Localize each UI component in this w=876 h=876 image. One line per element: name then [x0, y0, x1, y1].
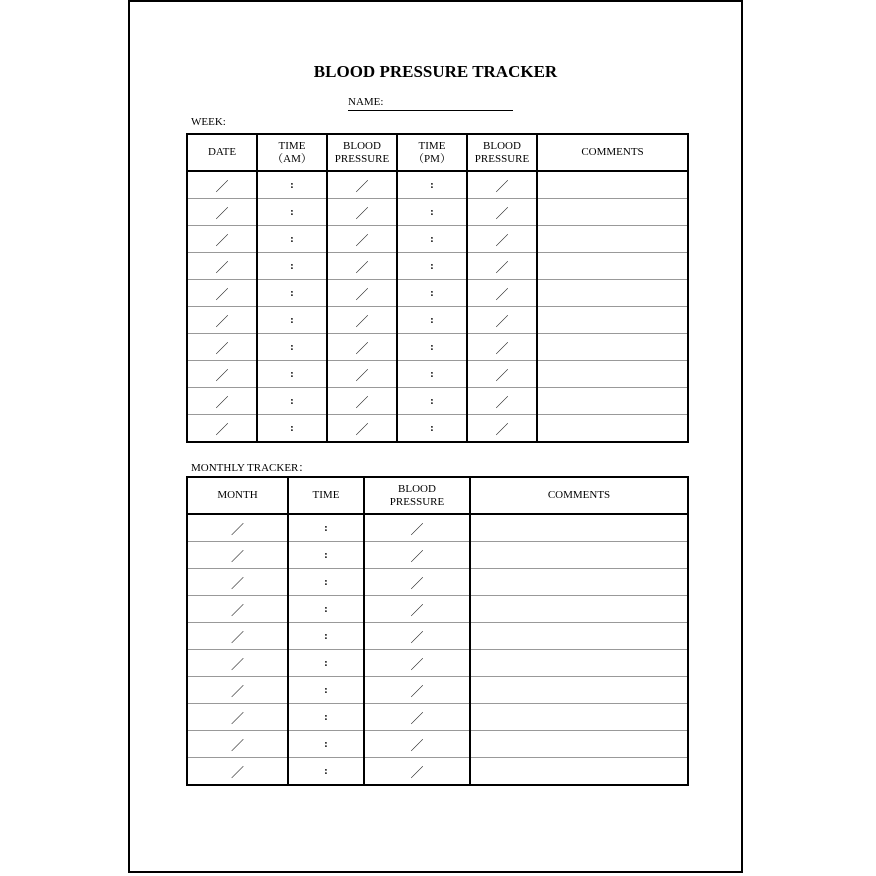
weekly-cell[interactable]: ／	[187, 253, 257, 280]
monthly-header-3	[470, 477, 688, 514]
weekly-cell[interactable]: :	[397, 307, 467, 334]
weekly-cell[interactable]: ／	[327, 361, 397, 388]
monthly-cell[interactable]: :	[288, 704, 364, 731]
table-row	[187, 280, 688, 307]
weekly-cell[interactable]: ／	[215, 421, 229, 437]
monthly-header-text: TIME	[312, 489, 340, 501]
table-row	[187, 199, 688, 226]
monthly-cell[interactable]: ／	[364, 650, 470, 677]
weekly-cell[interactable]: :	[397, 280, 467, 307]
monthly-cell[interactable]: ／	[187, 542, 288, 569]
table-row	[187, 334, 688, 361]
monthly-cell[interactable]: ／	[187, 650, 288, 677]
monthly-cell[interactable]	[470, 542, 688, 569]
monthly-cell[interactable]: :	[288, 731, 364, 758]
monthly-cell[interactable]: :	[288, 650, 364, 677]
monthly-cell[interactable]: :	[288, 677, 364, 704]
monthly-header-text: BLOOD	[398, 482, 436, 495]
weekly-cell[interactable]: :	[397, 253, 467, 280]
table-row	[187, 226, 688, 253]
weekly-cell[interactable]: ／	[467, 199, 537, 226]
monthly-cell[interactable]: :	[288, 623, 364, 650]
weekly-header-1	[257, 134, 327, 171]
weekly-cell[interactable]: ／	[327, 253, 397, 280]
weekly-cell[interactable]: ／	[187, 334, 257, 361]
monthly-cell[interactable]	[470, 758, 688, 786]
monthly-header-text: PRESSURE	[389, 495, 445, 508]
table-row	[187, 361, 688, 388]
monthly-cell[interactable]: ／	[364, 623, 470, 650]
monthly-cell[interactable]: ／	[230, 764, 244, 780]
weekly-cell[interactable]: ／	[187, 361, 257, 388]
monthly-cell[interactable]: ／	[364, 569, 470, 596]
weekly-cell[interactable]: :	[257, 280, 327, 307]
table-row	[187, 307, 688, 334]
monthly-cell[interactable]	[470, 650, 688, 677]
table-row	[187, 704, 688, 731]
weekly-cell[interactable]	[537, 171, 688, 199]
table-row	[187, 542, 688, 569]
weekly-cell[interactable]	[537, 307, 688, 334]
monthly-cell[interactable]: ／	[187, 677, 288, 704]
weekly-cell[interactable]: :	[397, 415, 467, 443]
weekly-cell[interactable]: ／	[327, 171, 397, 199]
monthly-cell[interactable]	[470, 569, 688, 596]
monthly-cell[interactable]: ／	[187, 514, 288, 542]
weekly-cell[interactable]: ／	[467, 253, 537, 280]
weekly-header-text: BLOOD	[343, 139, 381, 152]
monthly-cell[interactable]	[470, 704, 688, 731]
monthly-table	[186, 476, 689, 786]
tracker-page	[128, 0, 743, 873]
weekly-cell[interactable]	[537, 361, 688, 388]
table-row	[187, 677, 688, 704]
table-row	[187, 650, 688, 677]
weekly-cell[interactable]: ／	[187, 226, 257, 253]
monthly-header-1	[288, 477, 364, 514]
weekly-cell[interactable]: ／	[187, 388, 257, 415]
monthly-cell[interactable]	[470, 623, 688, 650]
weekly-header-row	[187, 134, 688, 171]
monthly-cell[interactable]: :	[288, 514, 364, 542]
weekly-cell[interactable]: ／	[467, 171, 537, 199]
weekly-cell[interactable]: :	[397, 334, 467, 361]
weekly-header-2	[327, 134, 397, 171]
weekly-header-text: DATE	[207, 146, 237, 158]
weekly-cell[interactable]: :	[397, 388, 467, 415]
monthly-cell[interactable]: ／	[364, 596, 470, 623]
monthly-header-text: COMMENTS	[547, 489, 611, 501]
weekly-cell[interactable]: ／	[327, 415, 397, 443]
table-row	[187, 623, 688, 650]
monthly-cell[interactable]: ／	[364, 758, 470, 786]
weekly-cell[interactable]: ／	[467, 415, 537, 443]
monthly-header-row	[187, 477, 688, 514]
weekly-cell[interactable]	[537, 199, 688, 226]
weekly-cell[interactable]: ／	[467, 307, 537, 334]
monthly-cell[interactable]	[470, 731, 688, 758]
monthly-header-2	[364, 477, 470, 514]
weekly-header-text: PRESSURE	[334, 152, 390, 165]
weekly-cell[interactable]: ／	[467, 280, 537, 307]
weekly-cell[interactable]: ／	[187, 171, 257, 199]
weekly-cell[interactable]: ／	[187, 199, 257, 226]
monthly-cell[interactable]: ／	[187, 731, 288, 758]
weekly-cell[interactable]	[537, 226, 688, 253]
weekly-cell[interactable]: :	[257, 226, 327, 253]
monthly-cell[interactable]: ／	[364, 704, 470, 731]
page-title: BLOOD PRESSURE TRACKER	[313, 62, 558, 81]
weekly-header-5	[537, 134, 688, 171]
monthly-cell[interactable]: ／	[364, 677, 470, 704]
weekly-cell[interactable]: ／	[327, 226, 397, 253]
weekly-cell[interactable]	[537, 280, 688, 307]
weekly-header-4	[467, 134, 537, 171]
weekly-table	[186, 133, 689, 443]
monthly-cell[interactable]: ／	[364, 731, 470, 758]
monthly-cell[interactable]: ／	[364, 542, 470, 569]
monthly-cell[interactable]: ／	[364, 514, 470, 542]
weekly-header-3	[397, 134, 467, 171]
weekly-cell[interactable]	[537, 388, 688, 415]
weekly-cell[interactable]: :	[257, 171, 327, 199]
monthly-header-text: MONTH	[217, 489, 258, 501]
weekly-cell[interactable]: :	[257, 388, 327, 415]
weekly-cell[interactable]	[537, 334, 688, 361]
monthly-cell[interactable]: ／	[187, 596, 288, 623]
table-row	[187, 731, 688, 758]
monthly-cell[interactable]	[470, 596, 688, 623]
monthly-cell[interactable]: ／	[187, 704, 288, 731]
weekly-cell[interactable]: :	[397, 361, 467, 388]
monthly-header-0	[187, 477, 288, 514]
weekly-header-text: PRESSURE	[474, 152, 530, 165]
weekly-cell[interactable]: ／	[187, 307, 257, 334]
monthly-cell[interactable]	[470, 677, 688, 704]
monthly-cell[interactable]: :	[288, 569, 364, 596]
weekly-cell[interactable]	[537, 253, 688, 280]
weekly-cell[interactable]: ／	[327, 334, 397, 361]
name-field[interactable]	[348, 96, 513, 111]
weekly-cell[interactable]: ／	[187, 280, 257, 307]
table-row	[187, 758, 688, 786]
monthly-cell[interactable]: ／	[187, 623, 288, 650]
table-row	[187, 415, 688, 443]
weekly-cell[interactable]: :	[257, 334, 327, 361]
weekly-cell[interactable]	[537, 415, 688, 443]
weekly-header-text: TIME	[418, 139, 446, 152]
name-label: NAME:	[348, 96, 384, 108]
weekly-cell[interactable]: ／	[467, 361, 537, 388]
weekly-header-text: BLOOD	[483, 139, 521, 152]
monthly-cell[interactable]: :	[288, 596, 364, 623]
weekly-header-text: （AM）	[272, 152, 312, 165]
weekly-cell[interactable]: ／	[467, 226, 537, 253]
weekly-cell[interactable]: ／	[327, 199, 397, 226]
weekly-cell[interactable]: :	[397, 171, 467, 199]
weekly-header-text: TIME	[278, 139, 306, 152]
table-row	[187, 253, 688, 280]
weekly-cell[interactable]: :	[397, 226, 467, 253]
monthly-cell[interactable]: :	[288, 542, 364, 569]
weekly-cell[interactable]: :	[397, 199, 467, 226]
weekly-cell[interactable]: ／	[327, 307, 397, 334]
weekly-cell[interactable]: :	[257, 361, 327, 388]
weekly-cell[interactable]: :	[257, 253, 327, 280]
week-label: WEEK:	[191, 116, 226, 128]
monthly-label: MONTHLY TRACKER：	[191, 462, 310, 474]
weekly-cell[interactable]: :	[257, 415, 327, 443]
weekly-header-text: （PM）	[413, 152, 451, 165]
weekly-cell[interactable]: ／	[467, 334, 537, 361]
weekly-header-text: COMMENTS	[581, 146, 644, 158]
monthly-cell[interactable]	[470, 514, 688, 542]
weekly-header-0	[187, 134, 257, 171]
weekly-cell[interactable]: ／	[327, 388, 397, 415]
weekly-cell[interactable]: :	[257, 199, 327, 226]
table-row	[187, 171, 688, 199]
weekly-cell[interactable]: ／	[467, 388, 537, 415]
table-row	[187, 569, 688, 596]
monthly-cell[interactable]: ／	[187, 569, 288, 596]
table-row	[187, 388, 688, 415]
monthly-cell[interactable]: :	[288, 758, 364, 786]
table-row	[187, 596, 688, 623]
weekly-cell[interactable]: :	[257, 307, 327, 334]
table-row	[187, 514, 688, 542]
weekly-cell[interactable]: ／	[327, 280, 397, 307]
